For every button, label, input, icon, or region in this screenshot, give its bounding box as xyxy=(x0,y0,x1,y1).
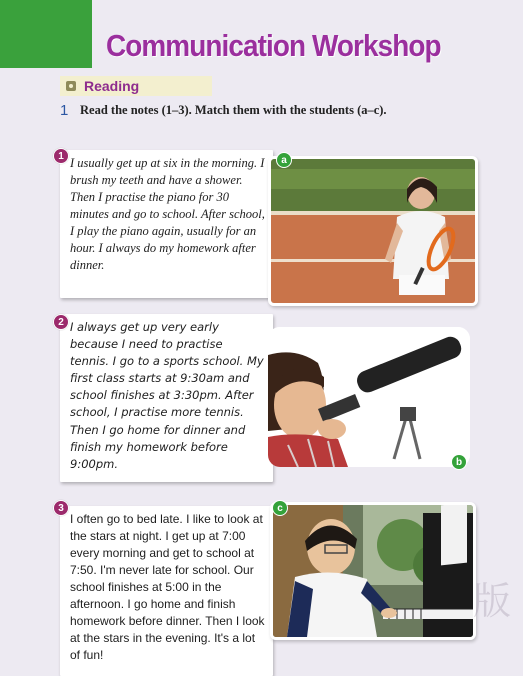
section-label: Reading xyxy=(84,78,140,94)
note-3 xyxy=(60,506,273,676)
page-title: Communication Workshop xyxy=(106,28,441,63)
note-3-number-badge: 3 xyxy=(53,500,69,516)
note-2 xyxy=(60,314,273,482)
watermark-text: 版 xyxy=(472,579,515,623)
section-header xyxy=(60,76,212,96)
note-3-text: I often go to bed late. I like to look at the stars at night. I get up at 7:00 every morning and get to school at 7:50. I'm never late for school. Our school finishes at 5:00 in the afternoon. I go home and finish homework before dinner. Then I look at the stars in the evening. It's a lot of fun! xyxy=(70,512,265,662)
instruction-text: Read the notes (1–3). Match them with the students (a–c). xyxy=(80,103,387,117)
note-1-text: I usually get up at six in the morning. I brush my teeth and have a shower. Then I practise the piano for 30 minutes and go to school. After school, I play the piano again, usually for an hour. I always do my homework after dinner. xyxy=(70,156,265,272)
corner-color-block xyxy=(0,0,92,68)
photo-b-telescope xyxy=(268,327,470,467)
photo-b-letter-badge: b xyxy=(451,454,467,470)
photo-a-letter-badge: a xyxy=(276,152,292,168)
note-1-number-badge: 1 xyxy=(53,148,69,164)
note-1 xyxy=(60,150,273,298)
photo-a-tennis xyxy=(268,156,478,306)
note-2-number-badge: 2 xyxy=(53,314,69,330)
instruction-number: 1 xyxy=(60,102,69,119)
note-2-text: I always get up very early because I need to practise tennis. I go to a sports school. My first class starts at 9:30am and school finishes at 3:30pm. After school, I practise more tennis. Then I go home for dinner and finish my homework before 9:00pm. xyxy=(70,320,264,471)
photo-c-piano xyxy=(270,502,476,640)
reading-icon xyxy=(66,81,76,91)
photo-c-letter-badge: c xyxy=(272,500,288,516)
